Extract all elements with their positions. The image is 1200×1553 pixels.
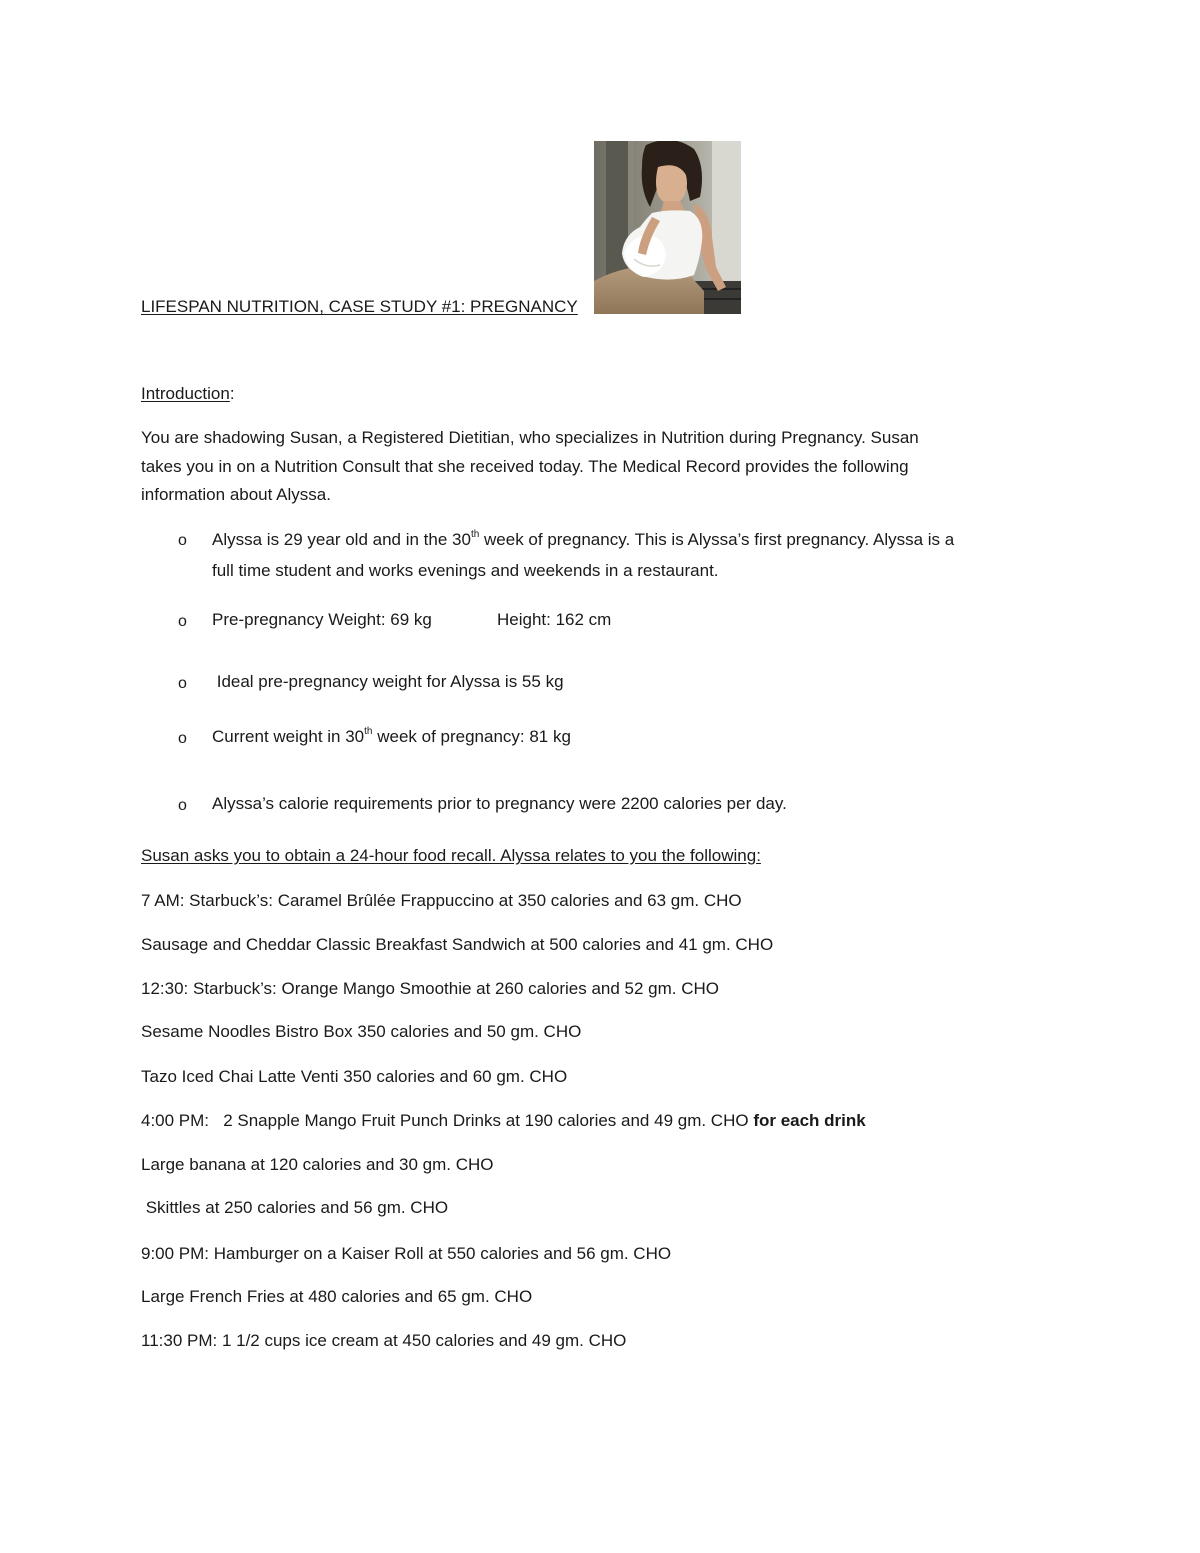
recall-snapple-text: 4:00 PM: 2 Snapple Mango Fruit Punch Drinks at 190 calories and 49 gm. CHO bbox=[141, 1111, 754, 1130]
introduction-heading-colon: : bbox=[229, 384, 235, 403]
bullet-2-weight: Pre-pregnancy Weight: 69 kg bbox=[212, 610, 432, 629]
recall-line: Large banana at 120 calories and 30 gm. CHO bbox=[141, 1155, 494, 1174]
bullet-1-text-a: Alyssa is 29 year old and in the 30 bbox=[212, 530, 471, 549]
bullet-1-superscript: th bbox=[470, 529, 480, 541]
introduction-heading-text: Introduction bbox=[141, 384, 230, 403]
bullet-2-height: Height: 162 cm bbox=[497, 610, 612, 629]
recall-line-snapple bbox=[141, 1110, 866, 1132]
recall-line: 7 AM: Starbuck’s: Caramel Brûlée Frappuccino at 350 calories and 63 gm. CHO bbox=[141, 891, 742, 910]
recall-snapple-emphasis: for each drink bbox=[753, 1111, 866, 1130]
bullet-marker: o bbox=[178, 730, 187, 747]
intro-paragraph-line-2: takes you in on a Nutrition Consult that she received today. The Medical Record provides the following bbox=[141, 457, 909, 476]
bullet-4-text-b: week of pregnancy: 81 kg bbox=[372, 727, 571, 746]
bullet-3: Ideal pre-pregnancy weight for Alyssa is 55 kg bbox=[212, 672, 564, 691]
bullet-1-line-2: full time student and works evenings and weekends in a restaurant. bbox=[212, 561, 719, 580]
bullet-1-text-b: week of pregnancy. This is Alyssa’s first pregnancy. Alyssa is a bbox=[479, 530, 955, 549]
bullet-marker: o bbox=[178, 532, 187, 549]
intro-paragraph-line-1: You are shadowing Susan, a Registered Dietitian, who specializes in Nutrition during Pregnancy. Susan bbox=[141, 428, 919, 447]
bullet-4-text-a: Current weight in 30 bbox=[212, 727, 365, 746]
recall-line: Sausage and Cheddar Classic Breakfast Sandwich at 500 calories and 41 gm. CHO bbox=[141, 935, 774, 954]
bullet-4 bbox=[212, 726, 571, 748]
bullet-marker: o bbox=[178, 797, 187, 814]
bullet-marker: o bbox=[178, 675, 187, 692]
bullet-5: Alyssa’s calorie requirements prior to pregnancy were 2200 calories per day. bbox=[212, 794, 787, 813]
recall-line: Tazo Iced Chai Latte Venti 350 calories and 60 gm. CHO bbox=[141, 1067, 568, 1086]
recall-line: 11:30 PM: 1 1/2 cups ice cream at 450 calories and 49 gm. CHO bbox=[141, 1331, 627, 1350]
bullet-marker: o bbox=[178, 613, 187, 630]
food-recall-heading: Susan asks you to obtain a 24-hour food recall. Alyssa relates to you the following: bbox=[141, 846, 761, 865]
pregnant-woman-photo bbox=[594, 141, 741, 314]
document-title: LIFESPAN NUTRITION, CASE STUDY #1: PREGNANCY bbox=[141, 297, 578, 316]
recall-line: Skittles at 250 calories and 56 gm. CHO bbox=[141, 1198, 449, 1217]
bullet-4-superscript: th bbox=[364, 726, 373, 738]
photo-illustration bbox=[594, 141, 741, 314]
recall-line: Large French Fries at 480 calories and 65 gm. CHO bbox=[141, 1287, 533, 1306]
bullet-1-line-1 bbox=[212, 529, 954, 551]
recall-line: 12:30: Starbuck’s: Orange Mango Smoothie at 260 calories and 52 gm. CHO bbox=[141, 979, 720, 998]
intro-paragraph-line-3: information about Alyssa. bbox=[141, 485, 331, 504]
recall-line: Sesame Noodles Bistro Box 350 calories and 50 gm. CHO bbox=[141, 1022, 582, 1041]
introduction-heading bbox=[141, 383, 235, 405]
recall-line: 9:00 PM: Hamburger on a Kaiser Roll at 550 calories and 56 gm. CHO bbox=[141, 1244, 672, 1263]
